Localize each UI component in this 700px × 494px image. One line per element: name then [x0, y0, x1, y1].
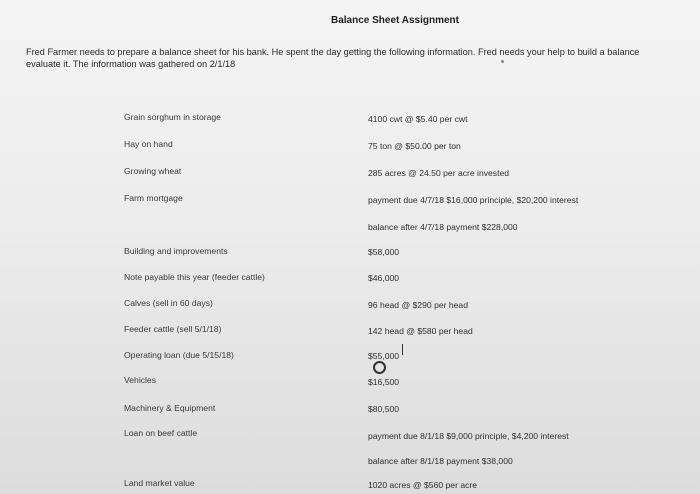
- text-caret: [402, 344, 403, 355]
- row-value: $58,000: [368, 247, 400, 257]
- stray-mark: [501, 60, 504, 63]
- intro-line-1: Fred Farmer needs to prepare a balance sheet for his bank. He spent the day getting the following information. Fred needs your help to build a balance: [26, 47, 640, 57]
- row-label: Grain sorghum in storage: [124, 112, 221, 122]
- row-value: $16,500: [368, 377, 400, 387]
- mouse-cursor-icon: [373, 361, 386, 374]
- row-value: 142 head @ $580 per head: [368, 326, 473, 336]
- row-label: Land market value: [124, 478, 195, 488]
- row-label: Loan on beef cattle: [124, 428, 198, 438]
- row-label: Building and improvements: [124, 246, 228, 256]
- row-label: Machinery & Equipment: [124, 403, 216, 413]
- row-value: $46,000: [368, 273, 400, 283]
- row-value: 4100 cwt @ $5.40 per cwt: [368, 114, 468, 124]
- row-label: Growing wheat: [124, 166, 182, 176]
- row-value: 96 head @ $290 per head: [368, 300, 468, 310]
- row-label: Hay on hand: [124, 139, 173, 149]
- row-value: $55,000: [368, 351, 400, 361]
- row-value: 1020 acres @ $560 per acre: [368, 480, 478, 490]
- intro-line-2: evaluate it. The information was gathered on 2/1/18: [26, 59, 236, 69]
- row-value: 285 acres @ 24.50 per acre invested: [368, 168, 510, 178]
- row-label: Farm mortgage: [124, 193, 183, 203]
- row-value: 75 ton @ $50.00 per ton: [368, 141, 461, 151]
- row-label: Feeder cattle (sell 5/1/18): [124, 324, 222, 334]
- row-value: balance after 4/7/18 payment $228,000: [368, 222, 518, 232]
- intro-paragraph: [26, 46, 700, 70]
- row-value: payment due 4/7/18 $16,000 principle, $20,200 interest: [368, 195, 579, 205]
- row-label: Vehicles: [124, 375, 157, 385]
- row-value: $80,500: [368, 404, 400, 414]
- row-label: Calves (sell in 60 days): [124, 298, 213, 308]
- row-value: balance after 8/1/18 payment $38,000: [368, 456, 513, 466]
- row-value: payment due 8/1/18 $9,000 principle, $4,200 interest: [368, 431, 569, 441]
- row-label: Operating loan (due 5/15/18): [124, 350, 234, 360]
- row-label: Note payable this year (feeder cattle): [124, 272, 265, 282]
- document-title: Balance Sheet Assignment: [330, 15, 459, 26]
